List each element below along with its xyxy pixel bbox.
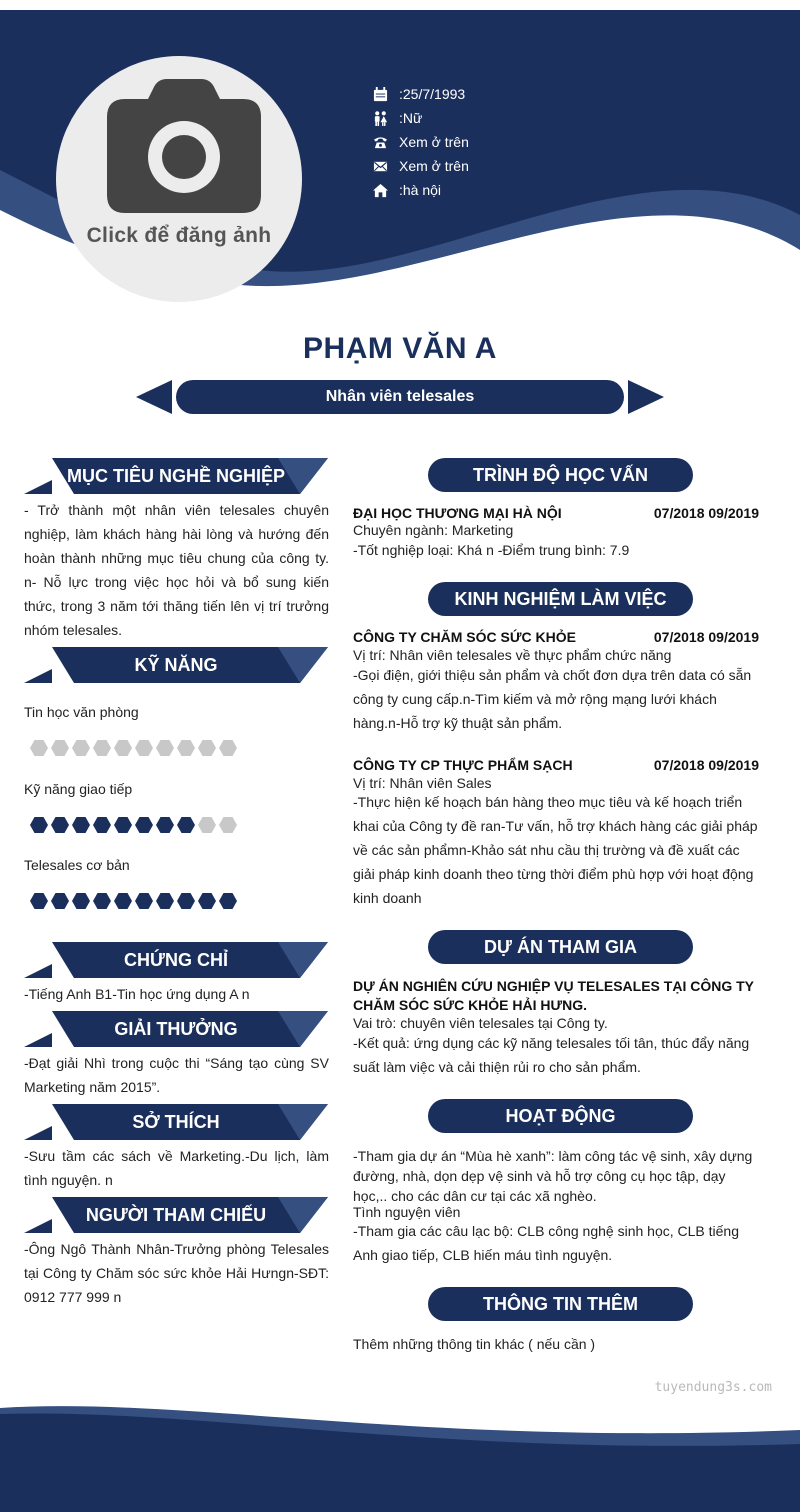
skill-dot-filled [135,893,153,909]
job-title-row [353,757,759,773]
skill-dot-empty [198,817,216,833]
objective-text: - Trở thành một nhân viên telesales chuyên nghiệp, làm khách hàng hài lòng và hướng đến hoàn thành những mục tiêu chung của công ty. n- Nỗ lực trong việc học hỏi và bổ sung kiến thức, trong 3 năm tới thăng tiến lên vị trí trưởng nhóm telesales. [24,502,329,638]
additional-text: Thêm những thông tin khác ( nếu cần ) [353,1336,596,1352]
photo-upload[interactable] [56,56,302,302]
job-description: -Thực hiện kế hoạch bán hàng theo mục tiêu và kế hoạch triển khai của Công ty đề ran-Tư vấn, hỗ trợ khách hàng các giải pháp về các sản phẩmn-Khảo sát nhu cầu thị trường và đề xuất các giải pháp kinh doanh theo từng thời điểm phù hợp với hoạt động kinh doanh [353,794,758,906]
references-text: -Ông Ngô Thành Nhân-Trưởng phòng Telesales tại Công ty Chăm sóc sức khỏe Hải Hưngn-SĐT: 0912 777 999 n [24,1241,329,1305]
skill-dot-filled [114,817,132,833]
project-title: DỰ ÁN NGHIÊN CỨU NGHIỆP VỤ TELESALES TẠI CÔNG TY CHĂM SÓC SỨC KHỎE HẢI HƯNG. [353,978,754,1013]
certificates-heading: CHỨNG CHỈ [124,950,228,970]
candidate-name: PHẠM VĂN A [303,332,497,365]
skill-dot-empty [156,740,174,756]
contact-email-value: Xem ở trên [399,158,469,174]
skill-rating [30,817,237,833]
home-icon [372,182,388,198]
skill-dot-filled [198,893,216,909]
calendar-icon [372,86,388,102]
hobbies-heading: SỞ THÍCH [132,1112,220,1132]
skill-dot-filled [72,893,90,909]
title-arrow-left [136,380,172,414]
education-result: -Tốt nghiệp loại: Khá n -Điểm trung bình: 7.9 [353,542,630,558]
job-title-row [353,629,759,645]
awards-text: -Đạt giải Nhì trong cuộc thi “Sáng tạo cùng SV Marketing năm 2015”. [24,1055,329,1095]
references-heading: NGƯỜI THAM CHIẾU [85,1205,267,1225]
contact-phone-value: Xem ở trên [399,134,469,150]
skill-dot-filled [156,893,174,909]
skill-dot-empty [114,740,132,756]
hobbies-text: -Sưu tầm các sách về Marketing.-Du lịch, làm tình nguyện. n [24,1148,329,1188]
section-heading-hobbies [24,1104,328,1140]
activity-item: -Tham gia dự án “Mùa hè xanh”: làm công tác vệ sinh, xây dựng đường, nhà, dọn dẹp vệ sinh và hỗ trợ công cụ học tập, dạy học,.. cho các dân cư tại các xã nghèo. [353,1148,753,1204]
contact-gender-value: :Nữ [399,110,423,126]
job-company: CÔNG TY CHĂM SÓC SỨC KHỎE [353,629,576,645]
skill-dot-filled [177,817,195,833]
contact-info [372,82,469,202]
certificates-text: -Tiếng Anh B1-Tin học ứng dụng A n [24,986,250,1002]
contact-email [372,154,469,178]
contact-birthdate-value: :25/7/1993 [399,86,466,102]
skills-heading: KỸ NĂNG [134,655,218,675]
skill-dot-filled [51,893,69,909]
job-date: 07/2018 09/2019 [653,629,759,645]
job-title: Nhân viên telesales [176,380,624,414]
job-position: Vị trí: Nhân viên Sales [353,775,492,791]
skill-dot-filled [156,817,174,833]
skill-dot-empty [177,740,195,756]
contact-address [372,178,469,202]
camera-icon [107,79,261,215]
skill-label: Telesales cơ bản [24,857,130,873]
section-heading-references [24,1197,328,1233]
skill-dot-empty [198,740,216,756]
skill-dot-filled [177,893,195,909]
skill-dot-empty [51,740,69,756]
project-role: Vai trò: chuyên viên telesales tại Công ty. [353,1015,608,1031]
experience-heading: KINH NGHIỆM LÀM VIỆC [428,582,693,616]
job-company: CÔNG TY CP THỰC PHẨM SẠCH [353,757,573,773]
section-heading-certificates [24,942,328,978]
contact-birthdate [372,82,469,106]
section-heading-skills [24,647,328,683]
email-icon [372,158,388,174]
skill-label: Kỹ năng giao tiếp [24,781,133,797]
skill-dot-filled [93,817,111,833]
phone-icon [372,134,388,150]
section-heading-awards [24,1011,328,1047]
watermark: tuyendung3s.com [654,1380,772,1395]
activity-item: -Tham gia các câu lạc bộ: CLB công nghệ sinh học, CLB tiếng Anh giao tiếp, CLB hiến máu tình nguyện. [353,1223,739,1263]
skill-dot-empty [219,740,237,756]
job-date: 07/2018 09/2019 [653,757,759,773]
awards-heading: GIẢI THƯỞNG [114,1019,238,1039]
job-position: Vị trí: Nhân viên telesales về thực phẩm chức năng [353,647,672,663]
skill-label: Tin học văn phòng [24,704,139,720]
skill-dot-filled [30,817,48,833]
skill-dot-filled [114,893,132,909]
photo-upload-label: Click để đăng ảnh [86,224,272,247]
footer-background [0,1400,800,1512]
title-arrow-right [628,380,664,414]
education-date: 07/2018 09/2019 [653,505,759,521]
education-school-row [353,505,759,521]
education-school: ĐẠI HỌC THƯƠNG MẠI HÀ NỘI [353,505,562,521]
skill-dot-empty [30,740,48,756]
skill-dot-filled [51,817,69,833]
skill-dot-empty [219,817,237,833]
skill-rating [30,740,237,756]
contact-phone [372,130,469,154]
skill-dot-filled [219,893,237,909]
additional-heading: THÔNG TIN THÊM [428,1287,693,1321]
skill-dot-empty [135,740,153,756]
contact-address-value: :hà nội [399,182,442,198]
section-heading-objective [24,458,328,494]
gender-icon [372,110,388,126]
skill-dot-filled [93,893,111,909]
objective-heading: MỤC TIÊU NGHỀ NGHIỆP [66,466,285,486]
skill-dot-empty [93,740,111,756]
skill-dot-filled [135,817,153,833]
projects-heading: DỰ ÁN THAM GIA [428,930,693,964]
activity-role: Tình nguyện viên [353,1204,461,1220]
contact-gender [372,106,469,130]
skill-rating [30,893,237,909]
job-description: -Gọi điện, giới thiệu sản phẩm và chốt đơn dựa trên data có sẵn công ty cung cấp.n-Tìm kiếm và mở rộng mạng lưới khách hàng.n-Hỗ trợ kỹ thuật sản phẩm. [353,667,752,731]
education-major: Chuyên ngành: Marketing [353,522,514,538]
education-heading: TRÌNH ĐỘ HỌC VẤN [428,458,693,492]
skill-dot-empty [72,740,90,756]
skill-dot-filled [30,893,48,909]
skill-dot-filled [72,817,90,833]
project-result: -Kết quả: ứng dụng các kỹ năng telesales tối tân, thúc đẩy năng suất làm việc và cải thiện rủi ro cho sản phẩm. [353,1035,750,1075]
activities-heading: HOẠT ĐỘNG [428,1099,693,1133]
